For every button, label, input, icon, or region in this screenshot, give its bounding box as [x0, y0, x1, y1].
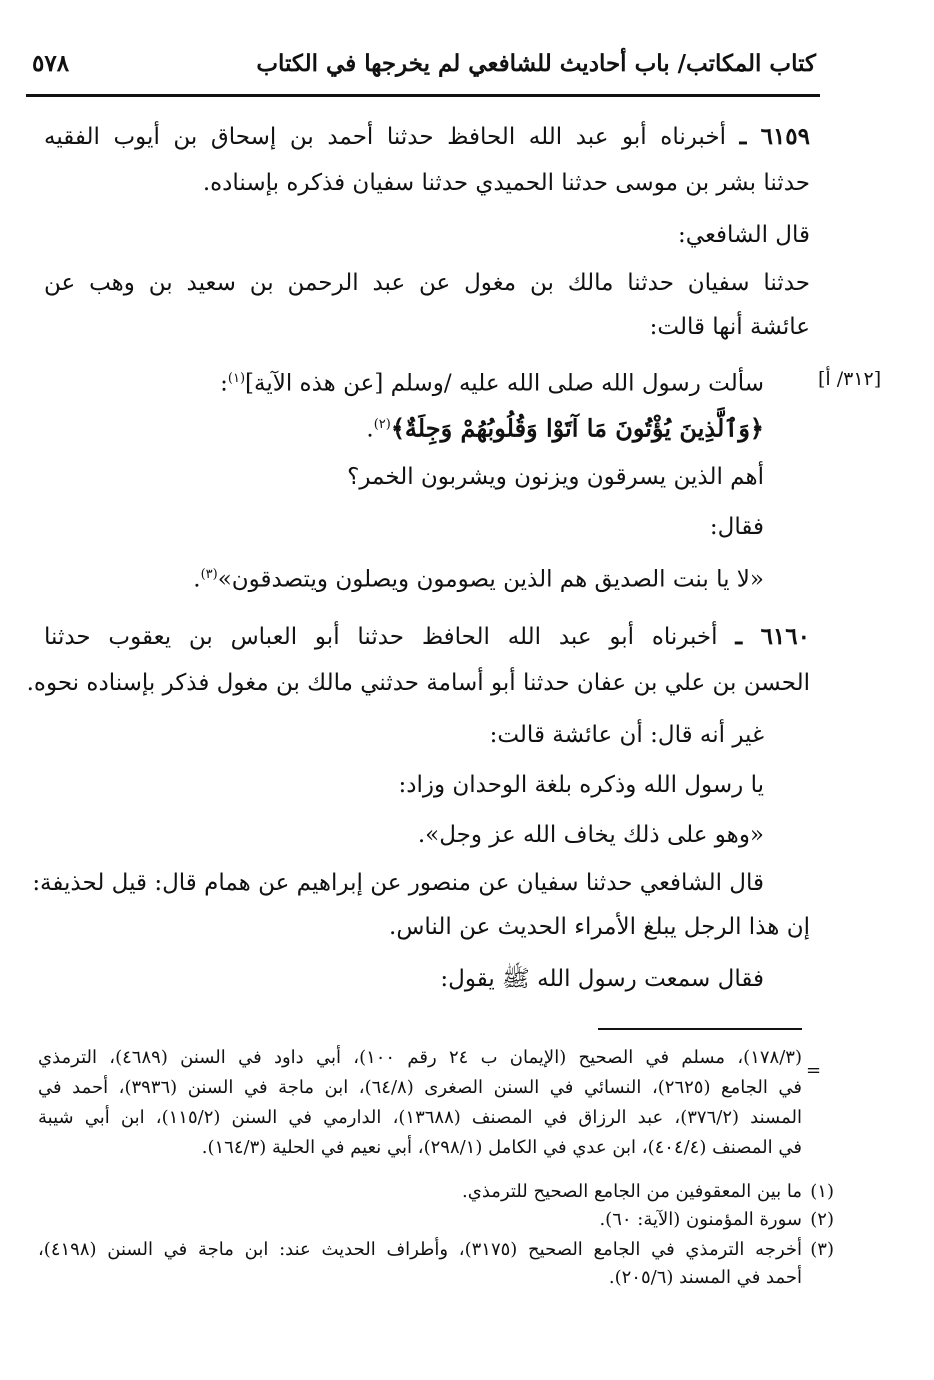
question-line: أهم الذين يسرقون ويزنون ويشربون الخمر؟	[347, 464, 764, 490]
hadith-6160-line-1	[44, 622, 810, 652]
quran-verse: ﴿وَٱلَّذِينَ يُؤْتُونَ مَا آتَوْا وَقُلُوبُهُمْ وَجِلَةٌ﴾	[390, 413, 764, 443]
fearing-line: «وهو على ذلك يخاف الله عز وجل».	[417, 822, 764, 848]
hadith-6160-line-2: الحسن بن علي بن عفان حدثنا أبو أسامة حدثني مالك بن مغول فذكر بإسناده نحوه.	[26, 670, 810, 696]
footnote-separator	[598, 1028, 802, 1030]
footnote-continued-line-2: في الجامع (٢٦٢٥)، النسائي في السنن الصغرى (٦٤/٨)، ابن ماجة في السنن (٣٩٣٦)، أحمد في	[38, 1077, 802, 1098]
hadith-6160-text-1: أخبرناه أبو عبد الله الحافظ حدثنا أبو العباس بن يعقوب حدثنا	[44, 624, 718, 650]
sufyan-chain-line-2: عائشة أنها قالت:	[649, 314, 810, 340]
footnote-1-number: (١)	[810, 1181, 834, 1202]
footnote-continued-line-4: في المصنف (٤٠٤/٤)، ابن عدي في الكامل (٢٩٨/١)، أبي نعيم في الحلية (١٦٤/٣).	[201, 1137, 802, 1158]
running-header	[26, 44, 820, 97]
except-line: غير أنه قال: أن عائشة قالت:	[489, 722, 764, 748]
manuscript-page-marker: [٣١٢/ أ]	[818, 368, 882, 390]
page-number: ٥٧٨	[32, 50, 70, 77]
footnote-continued-line-3: المسند (٣٧٦/٢)، عبد الرزاق في المصنف (١٣٦٨٨)، الدارمي في السنن (١١٥/٢)، ابن أبي شيبة	[38, 1107, 803, 1128]
answer-line	[193, 560, 764, 595]
shafii-2-line-1: قال الشافعي حدثنا سفيان عن منصور عن إبراهيم عن همام قال: قيل لحذيفة:	[32, 870, 764, 896]
footnote-3-line-1: أخرجه الترمذي في الجامع الصحيح (٣١٧٥)، وأطراف الحديث عند: ابن ماجة في السنن (٤١٩٨)،	[38, 1239, 802, 1260]
hadith-6159-text-1: أخبرناه أبو عبد الله الحافظ حدثنا أحمد بن إسحاق بن أيوب الفقيه	[44, 124, 726, 150]
aisha-question-line	[220, 364, 764, 399]
hadith-number-6160: ٦١٦٠ ـ	[735, 623, 810, 650]
quran-verse-line	[366, 410, 764, 445]
punctuation: .	[193, 566, 201, 593]
footnote-2-text: سورة المؤمنون (الآية: ٦٠).	[599, 1209, 802, 1230]
punctuation: :	[220, 370, 228, 397]
ya-rasul-line: يا رسول الله وذكره بلغة الوحدان وزاد:	[398, 772, 764, 798]
hadith-6159-line-1	[44, 122, 810, 152]
shafii-2-line-2: إن هذا الرجل يبلغ الأمراء الحديث عن الناس.	[389, 914, 810, 940]
aisha-question-text: سألت رسول الله صلى الله عليه /وسلم [عن هذه الآية]	[245, 370, 764, 397]
footnote-3-number: (٣)	[810, 1239, 834, 1260]
heard-line: فقال سمعت رسول الله ﷺ يقول:	[440, 966, 764, 992]
hadith-number-6159: ٦١٥٩ ـ	[739, 123, 811, 150]
footnote-ref-1[interactable]: (١)	[227, 371, 246, 386]
footnote-ref-2[interactable]: (٢)	[373, 417, 391, 432]
footnote-3-line-2: أحمد في المسند (٢٠٥/٦).	[608, 1267, 802, 1288]
shafii-said-heading: قال الشافعي:	[678, 222, 810, 248]
footnote-continuation-mark: =	[806, 1060, 822, 1081]
header-title: كتاب المكاتب/ باب أحاديث للشافعي لم يخرجها في الكتاب	[256, 50, 816, 77]
footnote-2-number: (٢)	[810, 1209, 834, 1230]
hadith-6159-line-2: حدثنا بشر بن موسى حدثنا الحميدي حدثنا سفيان فذكره بإسناده.	[202, 170, 810, 196]
footnote-1-text: ما بين المعقوفين من الجامع الصحيح للترمذي.	[462, 1181, 802, 1202]
sufyan-chain-line-1: حدثنا سفيان حدثنا مالك بن مغول عن عبد الرحمن بن سعيد بن وهب عن	[44, 270, 810, 296]
answer-text: «لا يا بنت الصديق هم الذين يصومون ويصلون ويتصدقون»	[217, 566, 764, 593]
footnote-continued-line-1: (١٧٨/٣)، مسلم في الصحيح (الإيمان ب ٢٤ رقم ١٠٠)، أبي داود في السنن (٤٦٨٩)، الترمذي	[38, 1047, 802, 1068]
footnote-ref-3[interactable]: (٣)	[200, 567, 218, 582]
punctuation: .	[366, 416, 374, 443]
he-said-line: فقال:	[709, 514, 764, 540]
